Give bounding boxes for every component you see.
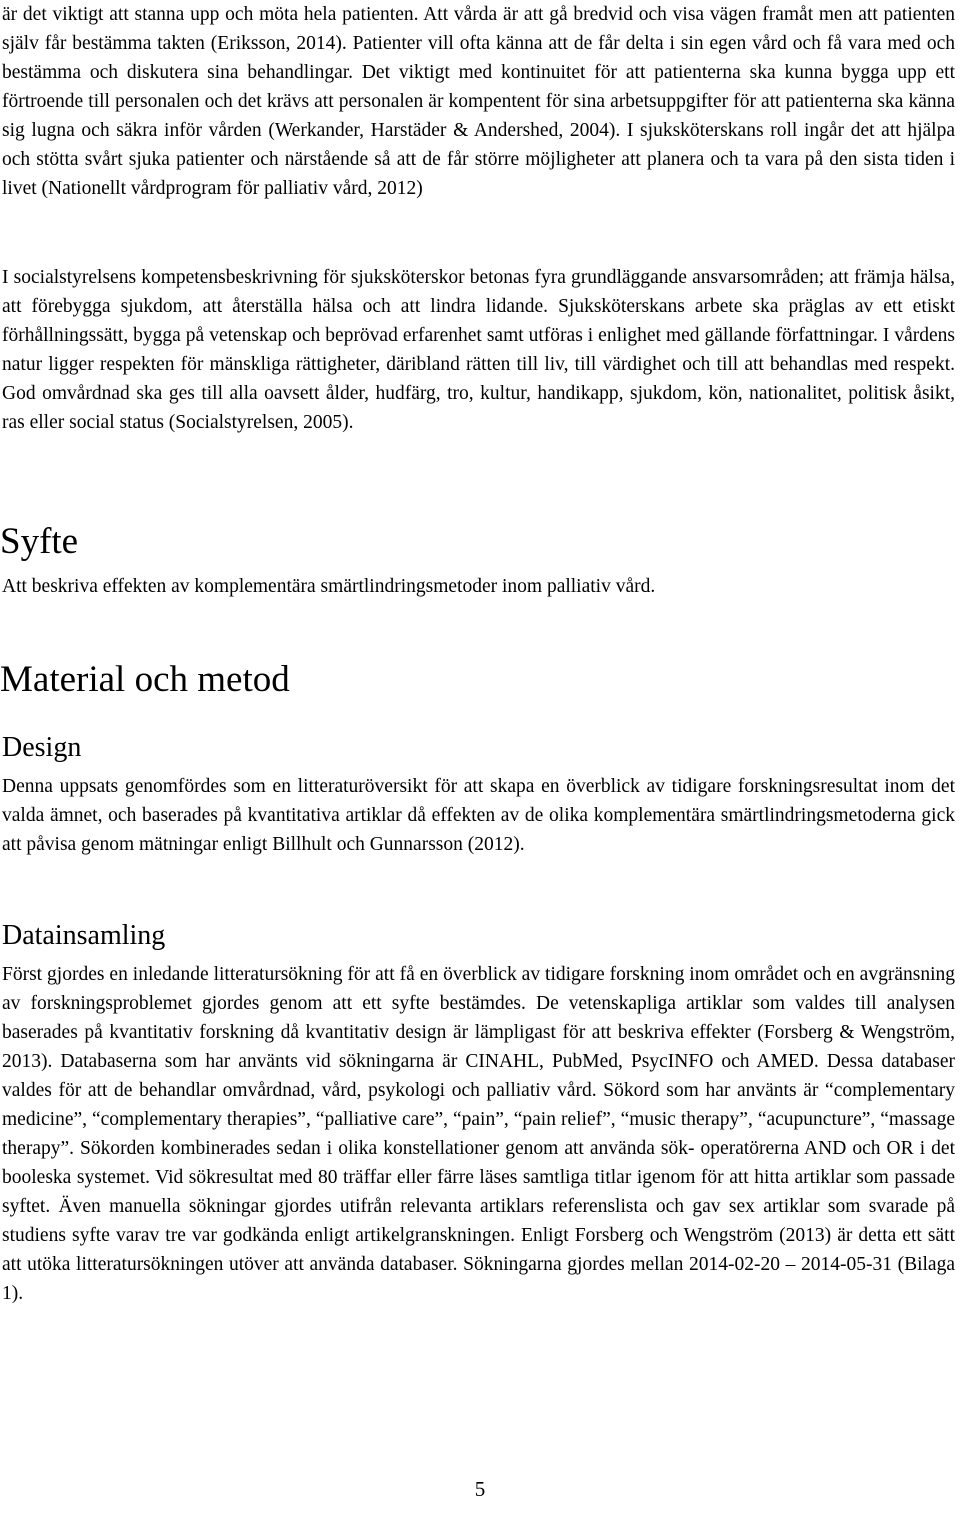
design-paragraph: Denna uppsats genomfördes som en litteraturöversikt för att skapa en överblick av tidigare forskningsresultat inom det valda ämnet, och baserades på kvantitativa artiklar då effekten av de olika komplementära smärtlindringsmetoderna gick att påvisa genom mätningar enligt Billhult och Gunnarsson (2012).	[2, 776, 955, 855]
page-number: 5	[474, 1477, 486, 1501]
subsection-heading-design: Design	[2, 732, 82, 763]
subsection-heading-datainsamling: Datainsamling	[2, 920, 166, 951]
body-paragraph-competence: I socialstyrelsens kompetensbeskrivning för sjuksköterskor betonas fyra grundläggande ansvarsområden; att främja hälsa, att förebygga sjukdom, att återställa hälsa och att lindra lidande. Sjuksköterskans arbete ska präglas av ett etiskt förhållningssätt, bygga på vetenskap och beprövad erfarenhet samt utföras i enlighet med gällande författningar. I vårdens natur ligger respekten för mänskliga rättigheter, däribland rätten till liv, till värdighet och till att behandlas med respekt. God omvårdnad ska ges till alla oavsett ålder, hudfärg, tro, kultur, handikapp, sjukdom, kön, nationalitet, politisk åsikt, ras eller social status (Socialstyrelsen, 2005).	[2, 267, 955, 433]
datainsamling-paragraph: Först gjordes en inledande litteratursökning för att få en överblick av tidigare forskning inom området och en avgränsning av forskningsproblemet gjordes genom att ett syfte bestämdes. De vetenskapliga artiklar som valdes till analysen baserades på kvantitativ forskning då kvantitativ design är lämpligast för att beskriva effekter (Forsberg & Wengström, 2013). Databaserna som har använts vid sökningarna är CINAHL, PubMed, PsycINFO och AMED. Dessa databaser valdes för att de behandlar omvårdnad, vård, psykologi och palliativ vård. Sökord som har använts är “complementary medicine”, “complementary therapies”, “palliative care”, “pain”, “pain relief”, “music therapy”, “acupuncture”, “massage therapy”. Sökorden kombinerades sedan i olika konstellationer genom att använda sök- operatörerna AND och OR i det booleska systemet. Vid sökresultat med 80 träffar eller färre läses samtliga titlar igenom för att hitta artiklar som passade syftet. Även manuella sökningar gjordes utifrån relevanta artiklars referenslista och gav sex artiklar som svarade på studiens syfte varav tre var godkända enligt artikelgranskningen. Enligt Forsberg och Wengström (2013) är detta ett sätt att utöka litteratursökningen utöver att använda databaser. Sökningarna gjordes mellan 2014-02-20 – 2014-05-31 (Bilaga 1).	[2, 964, 955, 1304]
syfte-paragraph: Att beskriva effekten av komplementära smärtlindringsmetoder inom palliativ vård.	[2, 576, 656, 597]
section-heading-syfte: Syfte	[0, 521, 79, 562]
body-paragraph-intro: är det viktigt att stanna upp och möta hela patienten. Att vårda är att gå bredvid och visa vägen framåt men att patienten själv får bestämma takten (Eriksson, 2014). Patienter vill ofta känna att de får delta i sin egen vård och få vara med och bestämma och diskutera sina behandlingar. Det viktigt med kontinuitet för att patienterna ska kunna bygga upp ett förtroende till personalen och det krävs att personalen är kompentent för sina arbetsuppgifter för att patienterna ska känna sig lugna och säkra inför vården (Werkander, Harstäder & Andershed, 2004). I sjuksköterskans roll ingår det att hjälpa och stötta svårt sjuka patienter och närstående så att de får större möjligheter att planera och ta vara på den sista tiden i livet (Nationellt vårdprogram för palliativ vård, 2012)	[2, 4, 955, 199]
section-heading-material-och-metod: Material och metod	[0, 659, 290, 700]
